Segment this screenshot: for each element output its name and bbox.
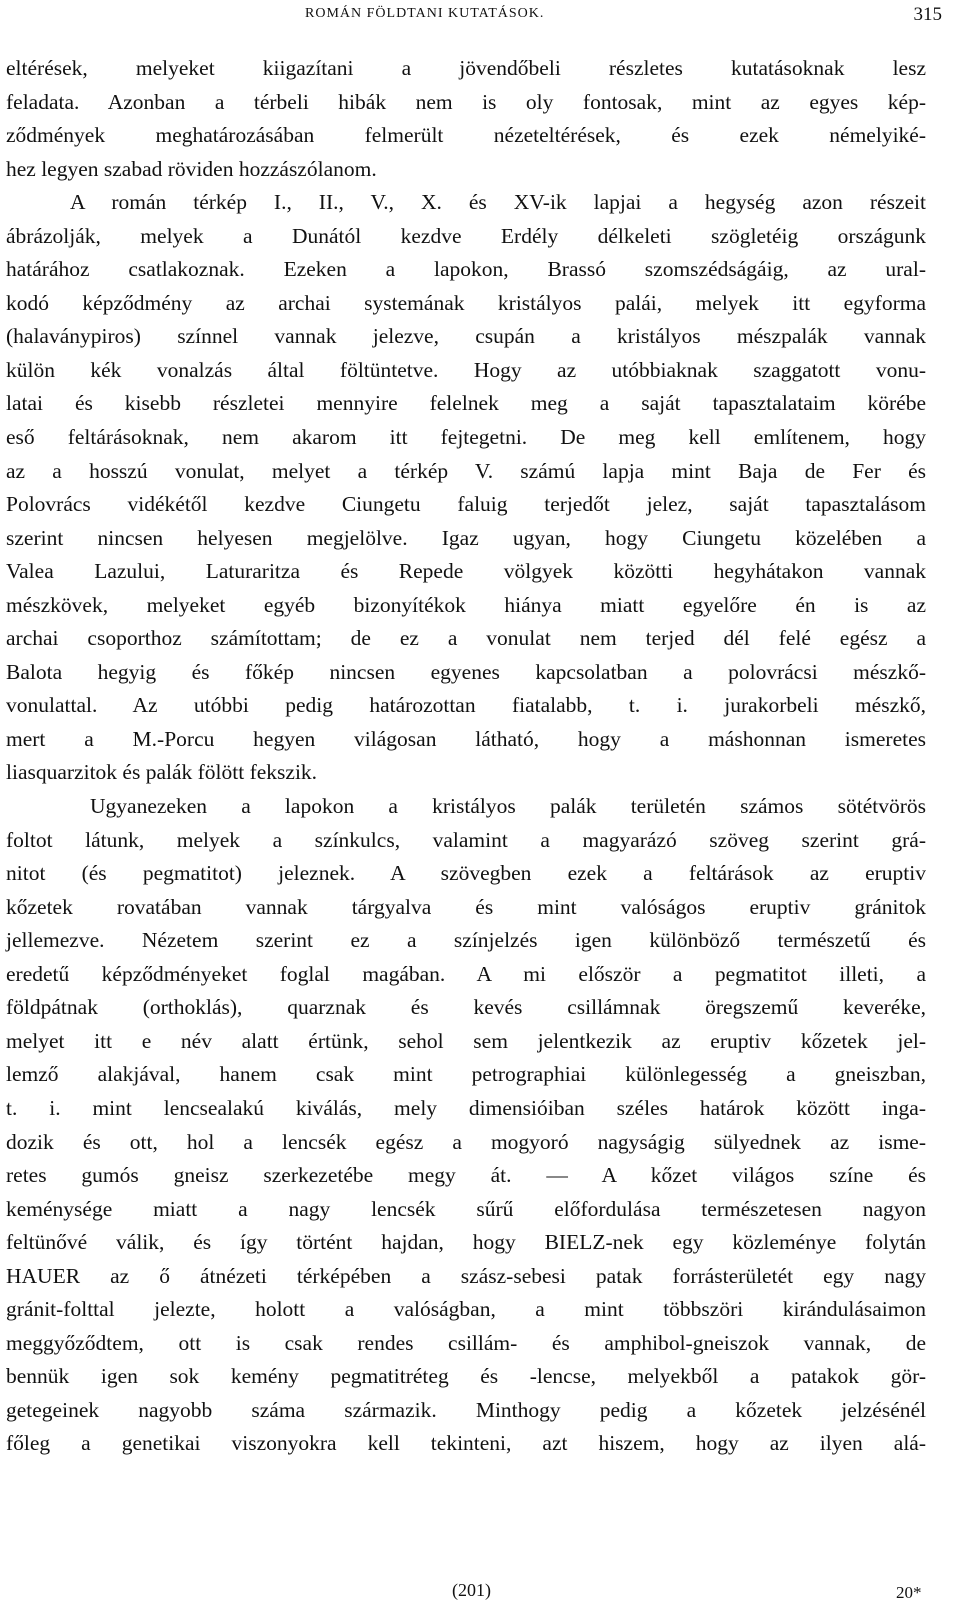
catchword: 20* <box>896 1583 922 1602</box>
text-line: az a hosszú vonulat, melyet a térkép V. számú lapja mint Baja de Fer és <box>6 458 926 483</box>
text-line: hez legyen szabad röviden hozzászólanom. <box>6 156 377 181</box>
text-line: lemző alakjával, hanem csak mint petrographiai különlegesség a gneiszban, <box>6 1062 926 1087</box>
text-line: liasquarzitok és palák fölött fekszik. <box>6 760 318 785</box>
text-line: (halaványpiros) színnel vannak jelezve, csupán a kristályos mészpalák vannak <box>6 324 926 349</box>
text-line: Ugyanezeken a lapokon a kristályos palák területén számos sötétvörös <box>90 794 926 819</box>
text-line: archai csoporthoz számítottam; de ez a vonulat nem terjed dél felé egész a <box>6 626 926 651</box>
text-line: dozik és ott, hol a lencsék egész a mogyoró nagyságig sülyednek az isme- <box>6 1129 926 1154</box>
text-line: eső feltárásoknak, nem akarom itt fejtegetni. De meg kell említenem, hogy <box>6 425 926 450</box>
text-line: Valea Lazului, Laturaritza és Repede völgyek közötti hegyhátakon vannak <box>6 559 926 584</box>
text-line: Polovrács vidékétől kezdve Ciungetu faluig terjedőt jelez, saját tapasztalásom <box>6 492 926 517</box>
text-line: Balota hegyig és főkép nincsen egyenes kapcsolatban a polovrácsi mészkő- <box>6 659 926 684</box>
running-title: ROMÁN FÖLDTANI KUTATÁSOK. <box>305 6 545 21</box>
text-line: jellemezve. Nézetem szerint ez a színjelzés igen különböző természetű és <box>6 928 926 953</box>
text-line: határához csatlakoznak. Ezeken a lapokon, Brassó szomszédságáig, az ural- <box>6 257 926 282</box>
text-line: kodó képződmény az archai systemának kristályos palái, melyek itt egyforma <box>6 290 926 315</box>
text-line: nitot (és pegmatitot) jeleznek. A szövegben ezek a feltárások az eruptiv <box>6 861 926 886</box>
text-line: meggyőződtem, ott is csak rendes csillám- és amphibol-gneiszok vannak, de <box>6 1330 926 1355</box>
text-line: földpátnak (orthoklás), quarznak és kevés csillámnak öregszemű keveréke, <box>6 995 926 1020</box>
text-line: szerint nincsen helyesen megjelölve. Igaz ugyan, hogy Ciungetu közelében a <box>6 525 926 550</box>
text-line: latai és kisebb részletei mennyire felelnek meg a saját tapasztalataim körébe <box>6 391 926 416</box>
text-line: külön kék vonalzás által föltüntetve. Hogy az utóbbiaknak szaggatott vonu- <box>6 357 926 382</box>
text-line: t. i. mint lencsealakú kiválás, mely dimensióiban széles határok között inga- <box>6 1095 926 1120</box>
text-line: getegeinek nagyobb száma származik. Minthogy pedig a kőzetek jelzésénél <box>6 1397 926 1422</box>
text-line: vonulattal. Az utóbbi pedig határozottan fiatalabb, t. i. jurakorbeli mészkő, <box>6 693 926 718</box>
text-line: bennük igen sok kemény pegmatitréteg és -lencse, melyekből a patakok gör- <box>6 1364 926 1389</box>
text-line: HAUER az ő átnézeti térképében a szász-sebesi patak forrásterületét egy nagy <box>6 1263 926 1288</box>
text-line: eltérések, melyeket kiigazítani a jövendőbeli részletes kutatásoknak lesz <box>6 56 926 80</box>
text-line: foltot látunk, melyek a színkulcs, valamint a magyarázó szöveg szerint grá- <box>6 827 926 852</box>
text-line: feltünővé válik, és így történt hajdan, hogy BIELZ-nek egy közleménye folytán <box>6 1230 926 1255</box>
text-line: gránit-folttal jelezte, holott a valóságban, a mint többszöri kirándulásaimon <box>6 1297 926 1322</box>
signature-mark: (201) <box>452 1580 491 1600</box>
text-line: ábrázolják, melyek a Dunától kezdve Erdély délkeleti szögletéig országunk <box>6 223 926 248</box>
text-line: ződmények meghatározásában felmerült nézeteltérések, és ezek némelyiké- <box>6 123 926 148</box>
text-line: mészkövek, melyeket egyéb bizonyítékok hiánya miatt egyelőre én is az <box>6 592 926 617</box>
text-line: keménysége miatt a nagy lencsék sűrű előfordulása természetesen nagyon <box>6 1196 926 1221</box>
text-line: melyet itt e név alatt értünk, sehol sem jelentkezik az eruptiv kőzetek jel- <box>6 1028 926 1053</box>
text-line: kőzetek rovatában vannak tárgyalva és mint valóságos eruptiv gránitok <box>6 894 926 919</box>
text-line: A román térkép I., II., V., X. és XV-ik lapjai a hegység azon részeit <box>70 190 926 215</box>
text-line: retes gumós gneisz szerkezetébe megy át. — A kőzet világos színe és <box>6 1163 926 1188</box>
text-line: eredetű képződményeket foglal magában. A mi először a pegmatitot illeti, a <box>6 961 926 986</box>
text-line: főleg a genetikai viszonyokra kell tekinteni, azt hiszem, hogy az ilyen alá- <box>6 1431 926 1456</box>
body-text <box>6 52 926 1461</box>
running-head <box>0 6 960 28</box>
page-number: 315 <box>913 4 942 25</box>
text-line: mert a M.-Porcu hegyen világosan látható, hogy a máshonnan ismeretes <box>6 726 926 751</box>
text-line: feladata. Azonban a térbeli hibák nem is oly fontosak, mint az egyes kép- <box>6 89 926 114</box>
